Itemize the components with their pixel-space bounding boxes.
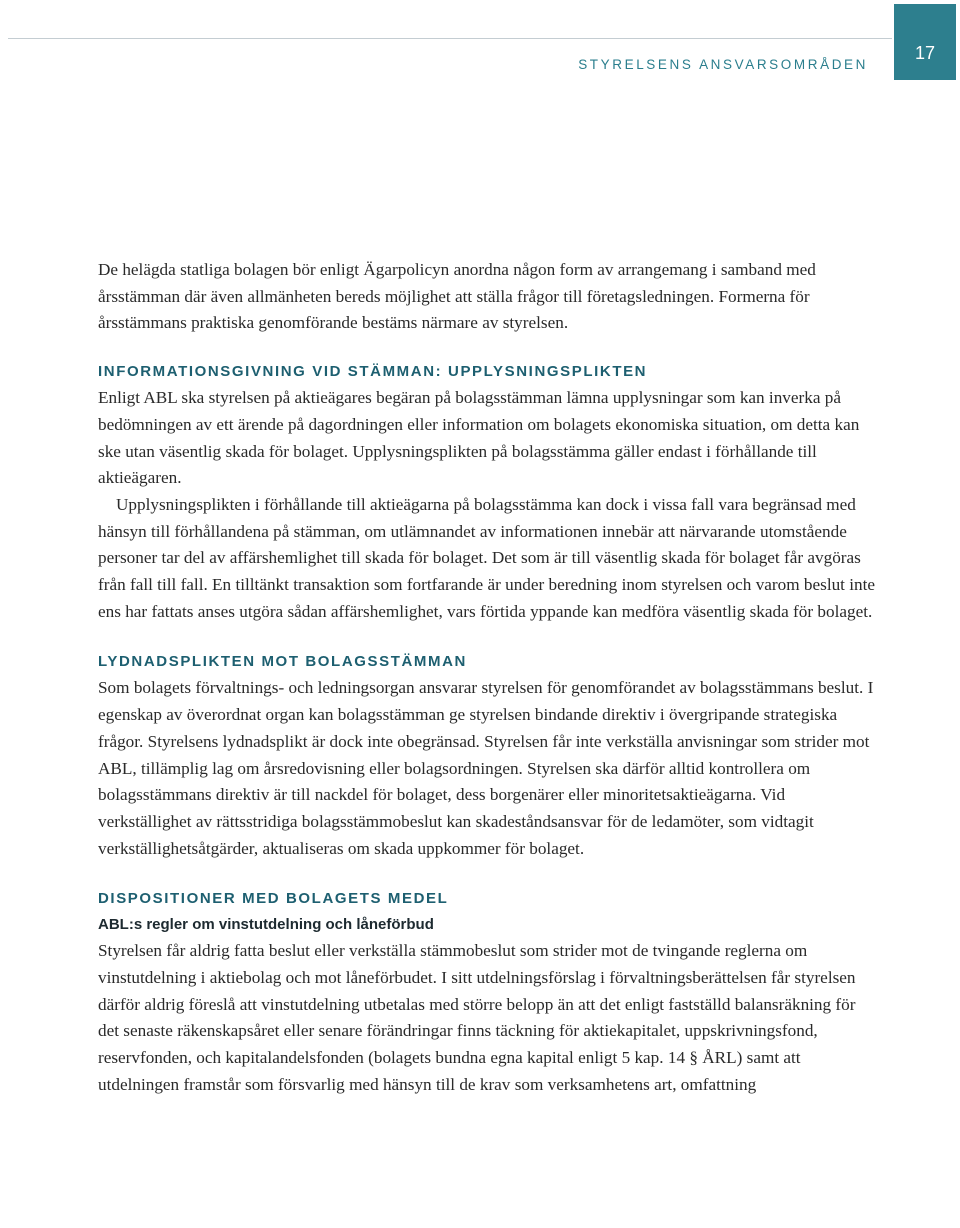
section-heading-upplysningsplikten: INFORMATIONSGIVNING VID STÄMMAN: UPPLYSNINGSPLIKTEN — [98, 363, 648, 381]
header-rule — [8, 38, 892, 39]
paragraph: Som bolagets förvaltnings- och ledningsorgan ansvarar styrelsen för genomförandet av bolagsstämmans beslut. I egenskap av överordnat organ kan bolagsstämman ge styrelsen bindande direktiv i övergripande strategiska frågor. Styrelsens lydnadsplikt är dock inte obegränsad. Styrelsen får inte verkställa anvisningar som strider mot ABL, tillämplig lag om årsredovisning eller bolagsordningen. Styrelsen ska därför alltid kontrollera om bolagsstämmans direktiv är till nackdel för bolaget, dess borgenärer eller minoritetsaktieägarna. Vid verkställighet av rättsstridiga bolagsstämmobeslut kan skadeståndsansvar för de ledamöter, som vidtagit verkställighetsåtgärder, aktualiseras om skada uppkommer för bolaget. — [98, 678, 874, 858]
paragraph: Upplysningsplikten i förhållande till aktieägarna på bolagsstämma kan dock i vissa fall vara begränsad med hänsyn till förhållandena på stämman, om utlämnandet av informationen innebär att närvarande utomstående personer tar del av affärshemlighet till skada för bolaget. Det som är till väsentlig skada för bolaget får avgöras från fall till fall. En tilltänkt transaktion som fortfarande är under beredning inom styrelsen och varom beslut inte ens har fattats anses utgöra sådan affärshemlighet, vars förtida yppande kan medföra väsentlig skada för bolaget. — [98, 494, 876, 621]
paragraph: Enligt ABL ska styrelsen på aktieägares begäran på bolagsstämman lämna upplysningar som kan inverka på bedömningen av ett ärende på dagordningen eller information om bolagets ekonomiska situation, om detta kan ske utan väsentlig skada för bolaget. Upplysningsplikten på bolagsstämma gäller endast i förhållande till aktieägaren. — [98, 388, 860, 488]
section-heading-dispositioner: DISPOSITIONER MED BOLAGETS MEDEL — [98, 890, 449, 908]
intro-paragraph: De helägda statliga bolagen bör enligt Ägarpolicyn anordna någon form av arrangemang i samband med årsstämman där även allmänheten bereds möjlighet att ställa frågor till företagsledningen. Formerna för årsstämmans praktiska genomförande bestäms närmare av styrelsen. — [98, 260, 816, 333]
page-body — [98, 257, 878, 1099]
page-number-tab — [894, 4, 956, 80]
paragraph: Styrelsen får aldrig fatta beslut eller verkställa stämmobeslut som strider mot de tvingande reglerna om vinstutdelning i aktiebolag och mot låneförbudet. I sitt utdelningsförslag i förvaltningsberättelsen får styrelsen därför aldrig föreslå att vinstutdelning utbetalas med större belopp än att det enligt fastställd balansräkning för det senaste räkenskapsåret eller senare förändringar finns täckning för aktiekapitalet, uppskrivningsfond, reservfonden, och kapitalandelsfonden (bolagets bundna egna kapital enligt 5 kap. 14 § ÅRL) samt att utdelningen framstår som försvarlig med hänsyn till de krav som verksamhetens art, omfattning — [98, 941, 856, 1094]
subheading-vinstutdelning: ABL:s regler om vinstutdelning och låneförbud — [98, 916, 434, 934]
running-head: STYRELSENS ANSVARSOMRÅDEN — [578, 57, 868, 72]
section-heading-lydnadsplikten: LYDNADSPLIKTEN MOT BOLAGSSTÄMMAN — [98, 653, 467, 671]
page-number: 17 — [914, 42, 936, 63]
